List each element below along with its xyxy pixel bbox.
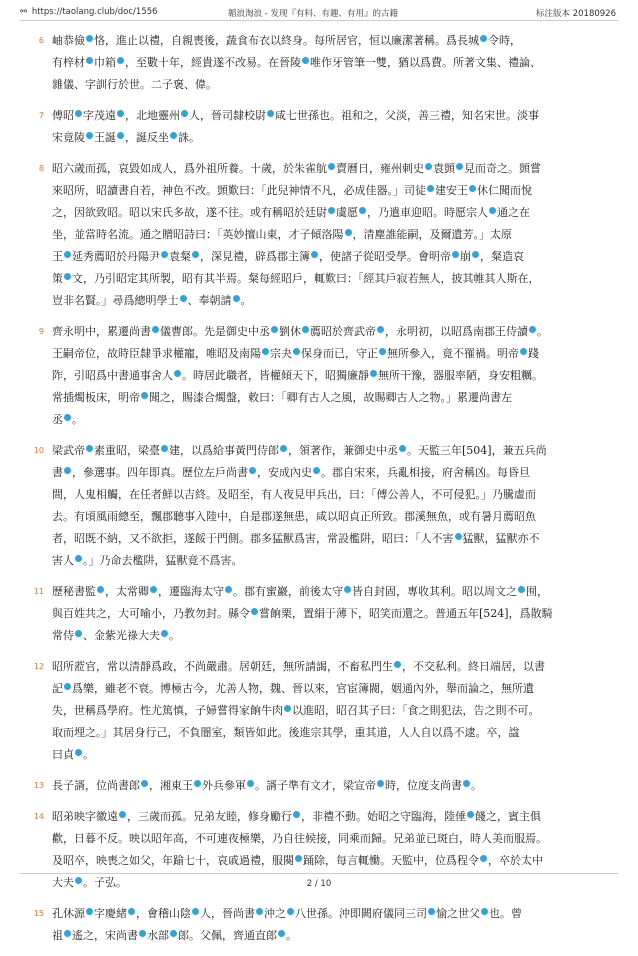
annotation-dot-icon[interactable] bbox=[278, 930, 285, 937]
annotation-dot-icon[interactable] bbox=[344, 586, 351, 593]
paragraph bbox=[33, 775, 618, 797]
paragraph-number: 10 bbox=[33, 446, 44, 455]
annotation-dot-icon[interactable] bbox=[119, 811, 126, 818]
text-line bbox=[52, 462, 618, 484]
text-run: 取而埋之。」其居身行己，不負闇室，類皆如此。後進宗其學，重其道，人人自以爲不逮。卒，諡 bbox=[52, 726, 520, 739]
annotation-dot-icon[interactable] bbox=[370, 370, 377, 377]
text-run: ，永明初，以昭爲南郡王侍讀 bbox=[385, 325, 528, 338]
annotation-dot-icon[interactable] bbox=[267, 110, 274, 117]
text-run: 踐 bbox=[528, 347, 539, 360]
paragraph-number: 13 bbox=[33, 781, 44, 790]
annotation-dot-icon[interactable] bbox=[117, 132, 124, 139]
text-run: 八世孫。沖即闕府儀同三司 bbox=[295, 907, 427, 920]
text-run: 爲樂，雖老不衰。博極古今，尤善人物，魏、晉以來，官宦簿閥，姻通內外，舉而論之，無所遺 bbox=[72, 682, 534, 695]
text-line bbox=[52, 158, 618, 180]
text-run: ，太常卿 bbox=[105, 585, 149, 598]
text-run: 有梓材 bbox=[52, 56, 85, 69]
text-line bbox=[52, 409, 618, 431]
text-run: 來昭所，昭讀書自若，神色不改。顗歎曰：「此兒神情不凡，必成佳器。」司徒 bbox=[52, 184, 426, 197]
text-line bbox=[52, 722, 618, 744]
annotation-dot-icon[interactable] bbox=[174, 370, 181, 377]
text-run: 。 bbox=[471, 779, 482, 792]
text-line bbox=[52, 506, 618, 528]
text-run: 阼，引昭爲中書通事舍人 bbox=[52, 369, 173, 382]
annotation-dot-icon[interactable] bbox=[64, 930, 71, 937]
text-run: 昭弟映字徽遠 bbox=[52, 810, 118, 823]
footer-divider bbox=[20, 873, 618, 874]
text-run: 袁粲 bbox=[169, 250, 191, 263]
annotation-dot-icon[interactable] bbox=[225, 586, 232, 593]
text-run: 宋竟陵 bbox=[52, 131, 85, 144]
annotation-dot-icon[interactable] bbox=[247, 780, 254, 787]
document-body bbox=[33, 30, 618, 956]
paragraph bbox=[38, 321, 618, 431]
text-run: 以進昭，昭召其子曰：「食之則犯法，告之則不可。 bbox=[292, 704, 540, 717]
annotation-dot-icon[interactable] bbox=[480, 855, 487, 862]
annotation-dot-icon[interactable] bbox=[280, 445, 287, 452]
text-run: ，湘東王 bbox=[149, 779, 193, 792]
annotation-dot-icon[interactable] bbox=[452, 251, 459, 258]
header-divider bbox=[20, 20, 618, 21]
page-title: 韜浪淘浪 - 发现『有料、有趣、有用』的古籍 bbox=[228, 9, 398, 19]
annotation-dot-icon[interactable] bbox=[161, 445, 168, 452]
text-run: 。天監三年[504]，兼五兵尚 bbox=[407, 444, 547, 457]
text-run: ，卒於太中 bbox=[488, 854, 543, 867]
text-run: 。郡有蜜巖，前後太守 bbox=[233, 585, 343, 598]
annotation-dot-icon[interactable] bbox=[472, 251, 479, 258]
text-run: 遙之，宋尚書 bbox=[72, 929, 138, 942]
text-run: 餞之，賓主俱 bbox=[475, 810, 541, 823]
text-line bbox=[52, 30, 618, 52]
annotation-dot-icon[interactable] bbox=[377, 780, 384, 787]
paragraph bbox=[33, 903, 618, 947]
text-run: 見而奇之。顗嘗 bbox=[464, 162, 541, 175]
text-run: 策 bbox=[52, 272, 63, 285]
text-run: 豈非名賢。」尋爲總明學士 bbox=[52, 294, 179, 307]
paragraph bbox=[33, 440, 618, 572]
text-run: ，非禮不動。始昭之守臨海，陸倕 bbox=[301, 810, 466, 823]
annotation-dot-icon[interactable] bbox=[520, 348, 527, 355]
text-line bbox=[52, 387, 618, 409]
text-run: ，遷臨海太守 bbox=[158, 585, 224, 598]
text-line bbox=[52, 678, 618, 700]
text-run: 延秀薦昭於丹陽尹 bbox=[72, 250, 160, 263]
annotation-dot-icon[interactable] bbox=[262, 348, 269, 355]
text-run: 猛獸，猛獸亦不 bbox=[462, 532, 540, 545]
text-line bbox=[52, 700, 618, 722]
text-run: 雜儀、字訓行於世。二子褒、偉。 bbox=[52, 78, 217, 91]
text-run: 郎。父佩，齊通直郎 bbox=[178, 929, 277, 942]
annotation-dot-icon[interactable] bbox=[463, 780, 470, 787]
text-run: 昭所蒞官，常以清靜爲政，不尚嚴肅。居朝廷，無所請謁，不畜私門生 bbox=[52, 660, 393, 673]
annotation-dot-icon[interactable] bbox=[75, 555, 82, 562]
url-text[interactable]: https://taolang.club/doc/1556 bbox=[31, 7, 158, 17]
annotation-dot-icon[interactable] bbox=[64, 467, 71, 474]
text-run: ，乃遣車迎昭。時愿宗人 bbox=[367, 206, 488, 219]
text-run: 、奉朝請 bbox=[187, 294, 232, 307]
annotation-dot-icon[interactable] bbox=[284, 705, 291, 712]
text-run: 建安王 bbox=[435, 184, 468, 197]
text-run: 王 bbox=[52, 250, 63, 263]
text-line bbox=[52, 828, 618, 850]
annotation-dot-icon[interactable] bbox=[313, 467, 320, 474]
text-run: 劉休 bbox=[279, 325, 301, 338]
text-line bbox=[52, 52, 618, 74]
text-run: 記 bbox=[52, 682, 63, 695]
text-run: 歷秘書監 bbox=[52, 585, 96, 598]
text-run: ，粲造哀 bbox=[480, 250, 524, 263]
annotation-dot-icon[interactable] bbox=[455, 533, 462, 540]
annotation-dot-icon[interactable] bbox=[150, 586, 157, 593]
text-line bbox=[52, 440, 618, 462]
annotation-dot-icon[interactable] bbox=[128, 908, 135, 915]
annotation-dot-icon[interactable] bbox=[480, 35, 487, 42]
annotation-dot-icon[interactable] bbox=[249, 467, 256, 474]
text-run: 崩 bbox=[460, 250, 471, 263]
paragraph-number: 6 bbox=[38, 36, 44, 45]
paragraph bbox=[38, 30, 618, 96]
annotation-dot-icon[interactable] bbox=[64, 683, 71, 690]
text-run: 無所干豫，器服率陋，身安粗糲。 bbox=[378, 369, 543, 382]
text-run: ，領著作，兼御史中丞 bbox=[288, 444, 398, 457]
text-line bbox=[52, 484, 618, 506]
text-line bbox=[52, 365, 618, 387]
annotation-dot-icon[interactable] bbox=[86, 57, 93, 64]
annotation-dot-icon[interactable] bbox=[194, 780, 201, 787]
text-line bbox=[52, 581, 618, 603]
annotation-dot-icon[interactable] bbox=[251, 608, 258, 615]
text-run: 書 bbox=[52, 466, 63, 479]
annotation-dot-icon[interactable] bbox=[75, 110, 82, 117]
annotation-dot-icon[interactable] bbox=[86, 908, 93, 915]
text-line bbox=[52, 246, 618, 268]
text-line bbox=[52, 180, 618, 202]
text-line bbox=[52, 550, 618, 572]
paragraph-number: 8 bbox=[38, 164, 44, 173]
annotation-dot-icon[interactable] bbox=[293, 348, 300, 355]
annotation-dot-icon[interactable] bbox=[302, 57, 309, 64]
text-run: 誅。 bbox=[178, 131, 200, 144]
annotation-dot-icon[interactable] bbox=[518, 586, 525, 593]
text-line bbox=[52, 290, 618, 312]
annotation-dot-icon[interactable] bbox=[481, 908, 488, 915]
text-run: 間，人鬼相觸，在任者鮮以吉終。及昭至，有人夜見甲兵出，曰：「傅公善人，不可侵犯。」乃騰虛而 bbox=[52, 488, 536, 501]
annotation-dot-icon[interactable] bbox=[529, 326, 536, 333]
text-run: 。 bbox=[72, 413, 83, 426]
annotation-dot-icon[interactable] bbox=[328, 163, 335, 170]
text-run: 保身而已，守正 bbox=[301, 347, 378, 360]
text-run: 虞愿 bbox=[336, 206, 358, 219]
text-run: 梁武帝 bbox=[52, 444, 85, 457]
annotation-dot-icon[interactable] bbox=[170, 930, 177, 937]
annotation-dot-icon[interactable] bbox=[64, 251, 71, 258]
text-run: 薦昭於齊武帝 bbox=[310, 325, 376, 338]
text-line bbox=[52, 625, 618, 647]
annotation-dot-icon[interactable] bbox=[86, 132, 93, 139]
text-line bbox=[52, 202, 618, 224]
annotation-dot-icon[interactable] bbox=[152, 326, 159, 333]
page-url[interactable] bbox=[20, 7, 158, 17]
paragraph-number: 12 bbox=[33, 662, 44, 671]
text-run: 及昭卒，映喪之如父，年踰七十，哀戚過禮，服闋 bbox=[52, 854, 294, 867]
text-run: 。 bbox=[286, 929, 297, 942]
annotation-dot-icon[interactable] bbox=[75, 749, 82, 756]
text-run: 建，以爲給事黃門侍郎 bbox=[169, 444, 279, 457]
annotation-dot-icon[interactable] bbox=[456, 163, 463, 170]
text-run: 歡，日暮不反。映以昭年高，不可連夜極樂，乃自往候接，同乘而歸。兄弟並已斑白，時人美而服焉。 bbox=[52, 832, 547, 845]
annotation-dot-icon[interactable] bbox=[399, 445, 406, 452]
text-run: 囿， bbox=[526, 585, 548, 598]
text-run: 水部 bbox=[147, 929, 169, 942]
text-run: 也。曾 bbox=[489, 907, 522, 920]
text-run: 時，位度支尚書 bbox=[385, 779, 462, 792]
text-run: ，安成內史 bbox=[257, 466, 312, 479]
text-run: 唯作牙管筆一雙，猶以爲費。所著文集、禮論、 bbox=[310, 56, 541, 69]
annotation-dot-icon[interactable] bbox=[75, 630, 82, 637]
text-run: 。」乃命去檻阱，猛獸竟不爲害。 bbox=[83, 554, 243, 567]
text-line bbox=[52, 903, 618, 925]
annotation-dot-icon[interactable] bbox=[311, 251, 318, 258]
text-run: 常侍 bbox=[52, 629, 74, 642]
annotation-dot-icon[interactable] bbox=[180, 295, 187, 302]
paragraph-number: 15 bbox=[33, 909, 44, 918]
text-line bbox=[52, 656, 618, 678]
text-run: 巾箱 bbox=[94, 56, 116, 69]
text-run: 去。有頃風雨總至，飄郡聽事入陸中，自是郡遂無患，咸以昭貞正所致。郡溪無魚，或有暑月薦昭魚 bbox=[52, 510, 536, 523]
text-run: ，三歲而孤。兄弟友睦，修身勵行 bbox=[127, 810, 292, 823]
annotation-dot-icon[interactable] bbox=[328, 207, 335, 214]
text-run: ，使諸子從昭受學。會明帝 bbox=[319, 250, 451, 263]
annotation-dot-icon[interactable] bbox=[379, 348, 386, 355]
text-run: 孔休源 bbox=[52, 907, 85, 920]
annotation-dot-icon[interactable] bbox=[467, 811, 474, 818]
annotation-dot-icon[interactable] bbox=[293, 811, 300, 818]
text-line bbox=[52, 925, 618, 947]
text-run: 。 bbox=[169, 629, 180, 642]
annotation-dot-icon[interactable] bbox=[97, 586, 104, 593]
text-run: 素重昭，梁臺 bbox=[94, 444, 160, 457]
text-run: 人，晉尚書 bbox=[200, 907, 255, 920]
text-line bbox=[52, 528, 618, 550]
annotation-dot-icon[interactable] bbox=[141, 392, 148, 399]
text-run: 。郡自宋來，兵亂相接，府舍稱凶。每昏旦 bbox=[321, 466, 530, 479]
text-run: 傅昭 bbox=[52, 109, 74, 122]
annotation-dot-icon[interactable] bbox=[181, 110, 188, 117]
text-run: ，不交私利。終日端居，以書 bbox=[402, 660, 545, 673]
text-run: 字慶緒 bbox=[94, 907, 127, 920]
text-run: 賣曆日，雍州刺史 bbox=[336, 162, 424, 175]
annotation-dot-icon[interactable] bbox=[489, 207, 496, 214]
text-run: 字茂遠 bbox=[83, 109, 116, 122]
text-run: 長子諝，位尚書郎 bbox=[52, 779, 140, 792]
text-run: 失，世稱爲學府。性尤篤慎，子婦嘗得家餉牛肉 bbox=[52, 704, 283, 717]
annotation-dot-icon[interactable] bbox=[271, 326, 278, 333]
text-run: 無所參入，竟不罹禍。明帝 bbox=[387, 347, 519, 360]
annotation-dot-icon[interactable] bbox=[427, 185, 434, 192]
text-run: 儀曹郎。先是御史中丞 bbox=[160, 325, 270, 338]
text-run: 。時居此職者，皆權傾天下，昭獨廉靜 bbox=[182, 369, 369, 382]
text-run: ，參選事。四年即真。歷位左戶尚書 bbox=[72, 466, 248, 479]
text-run: 曰貞 bbox=[52, 748, 74, 761]
text-line bbox=[52, 806, 618, 828]
annotation-dot-icon[interactable] bbox=[469, 185, 476, 192]
annotation-dot-icon[interactable] bbox=[161, 251, 168, 258]
annotation-dot-icon[interactable] bbox=[64, 414, 71, 421]
browser-header bbox=[0, 0, 638, 22]
annotation-dot-icon[interactable] bbox=[233, 295, 240, 302]
paragraph bbox=[38, 158, 618, 312]
annotation-dot-icon[interactable] bbox=[117, 110, 124, 117]
annotation-dot-icon[interactable] bbox=[141, 780, 148, 787]
text-run: ，至數十年，經貴遂不改易。在晉陵 bbox=[125, 56, 301, 69]
annotation-dot-icon[interactable] bbox=[302, 326, 309, 333]
annotation-dot-icon[interactable] bbox=[256, 908, 263, 915]
annotation-dot-icon[interactable] bbox=[64, 273, 71, 280]
text-run: ，會稽山陰 bbox=[136, 907, 191, 920]
text-line bbox=[52, 224, 618, 246]
paragraph bbox=[38, 105, 618, 149]
paragraph-number: 14 bbox=[33, 812, 44, 821]
text-run: 常插燭板床，明帝 bbox=[52, 391, 140, 404]
annotation-dot-icon[interactable] bbox=[359, 207, 366, 214]
text-run: 聞之，賜漆合燭盤，敕曰：「卿有古人之風，故賜卿古人之物。」累遷尚書左 bbox=[149, 391, 512, 404]
annotation-dot-icon[interactable] bbox=[428, 908, 435, 915]
annotation-dot-icon[interactable] bbox=[345, 229, 352, 236]
annotation-dot-icon[interactable] bbox=[86, 445, 93, 452]
text-run: 。諝子準有文才，梁宣帝 bbox=[255, 779, 376, 792]
text-run: 之，因欲致昭。昭以宋氏多故，遂不往。或有稱昭於廷尉 bbox=[52, 206, 327, 219]
annotation-dot-icon[interactable] bbox=[287, 908, 294, 915]
text-line bbox=[52, 74, 618, 96]
text-run: 昭六歲而孤，哀毀如成人，爲外祖所養。十歲，於朱雀航 bbox=[52, 162, 327, 175]
text-run: 通之在 bbox=[497, 206, 530, 219]
text-line bbox=[52, 775, 618, 797]
text-run: ，清塵誰能嗣，及爾遺芳。」太原 bbox=[352, 228, 512, 241]
text-line bbox=[52, 127, 618, 149]
text-run: 齊永明中，累遷尚書 bbox=[52, 325, 151, 338]
text-run: 休仁聞而悅 bbox=[477, 184, 532, 197]
text-run: 沖之 bbox=[264, 907, 286, 920]
annotation-dot-icon[interactable] bbox=[139, 930, 146, 937]
text-run: 祖 bbox=[52, 929, 63, 942]
text-run: 袁顗 bbox=[433, 162, 455, 175]
text-run: 踊除，每言輒慟。天監中，位爲程令 bbox=[303, 854, 479, 867]
text-run: 人，晉司隸校尉 bbox=[189, 109, 266, 122]
text-run: 丞 bbox=[52, 413, 63, 426]
text-run: 。 bbox=[83, 748, 94, 761]
text-line bbox=[52, 744, 618, 766]
annotation-dot-icon[interactable] bbox=[192, 251, 199, 258]
text-run: 坐，並當時名流。通之贈昭詩曰：「英妙擅山東，才子傾洛陽 bbox=[52, 228, 344, 241]
text-run: 者，昭既不納，又不欲拒，遂餒于門側。郡多猛獸爲害，常設檻阱，昭曰：「人不害 bbox=[52, 532, 454, 545]
text-run: 皆自封固，專收其利。昭以周文之 bbox=[352, 585, 517, 598]
text-line bbox=[52, 603, 618, 625]
text-line bbox=[52, 105, 618, 127]
text-run: 與百姓共之，大可喻小，乃教勿封。縣令 bbox=[52, 607, 250, 620]
text-run: 嘗餉栗，置絹于薄下，昭笑而還之。普通五年[524]，爲散騎 bbox=[259, 607, 553, 620]
text-run: 。 bbox=[240, 294, 252, 307]
paragraph-number: 9 bbox=[38, 327, 44, 336]
link-icon: ⚯ bbox=[20, 7, 28, 17]
text-line bbox=[52, 268, 618, 290]
paragraph bbox=[33, 656, 618, 766]
annotation-dot-icon[interactable] bbox=[295, 855, 302, 862]
text-run: 。 bbox=[537, 325, 548, 338]
text-line bbox=[52, 343, 618, 365]
annotation-dot-icon[interactable] bbox=[394, 661, 401, 668]
annotation-dot-icon[interactable] bbox=[86, 35, 93, 42]
text-run: 王嗣帝位，故時臣隸爭求權寵，唯昭及南陽 bbox=[52, 347, 261, 360]
annotation-dot-icon[interactable] bbox=[192, 908, 199, 915]
annotation-dot-icon[interactable] bbox=[117, 57, 124, 64]
text-run: 咸七世孫也。祖和之，父淡，善三禮，知名宋世。淡事 bbox=[275, 109, 539, 122]
text-line bbox=[52, 321, 618, 343]
text-run: 文，乃引昭定其所製，昭有其半焉。粲每經昭戶，輒歎曰：「經其戶寂若無人，披其帷其人斯在， bbox=[72, 272, 540, 285]
annotation-dot-icon[interactable] bbox=[377, 326, 384, 333]
text-run: 、金紫光祿大夫 bbox=[83, 629, 160, 642]
text-run: 恪，進止以禮，自親喪後，蔬食布衣以終身。每所居官，恒以廉潔著稱。爲長城 bbox=[94, 34, 479, 47]
text-run: ，誕反坐 bbox=[125, 131, 169, 144]
annotation-dot-icon[interactable] bbox=[170, 132, 177, 139]
annotation-dot-icon[interactable] bbox=[161, 630, 168, 637]
text-run: 大夫 bbox=[52, 876, 74, 889]
text-run: ，北地靈州 bbox=[125, 109, 180, 122]
text-run: 岫恭儉 bbox=[52, 34, 85, 47]
annotation-dot-icon[interactable] bbox=[425, 163, 432, 170]
text-run: 令時， bbox=[488, 34, 521, 47]
paragraph-number: 11 bbox=[33, 587, 44, 596]
text-run: 。子弘。 bbox=[83, 876, 127, 889]
text-run: ，深見禮，辟爲郡主簿 bbox=[200, 250, 310, 263]
paragraph-number: 7 bbox=[38, 111, 44, 120]
paragraph bbox=[33, 581, 618, 647]
version-label: 标注版本 20180926 bbox=[536, 9, 616, 19]
text-run: 王誕 bbox=[94, 131, 116, 144]
page-number: 2 / 10 bbox=[306, 879, 332, 889]
text-run: 宗夬 bbox=[270, 347, 292, 360]
text-run: 愉之世父 bbox=[436, 907, 480, 920]
text-run: 外兵參軍 bbox=[202, 779, 246, 792]
text-line bbox=[52, 850, 618, 872]
text-run: 害人 bbox=[52, 554, 74, 567]
